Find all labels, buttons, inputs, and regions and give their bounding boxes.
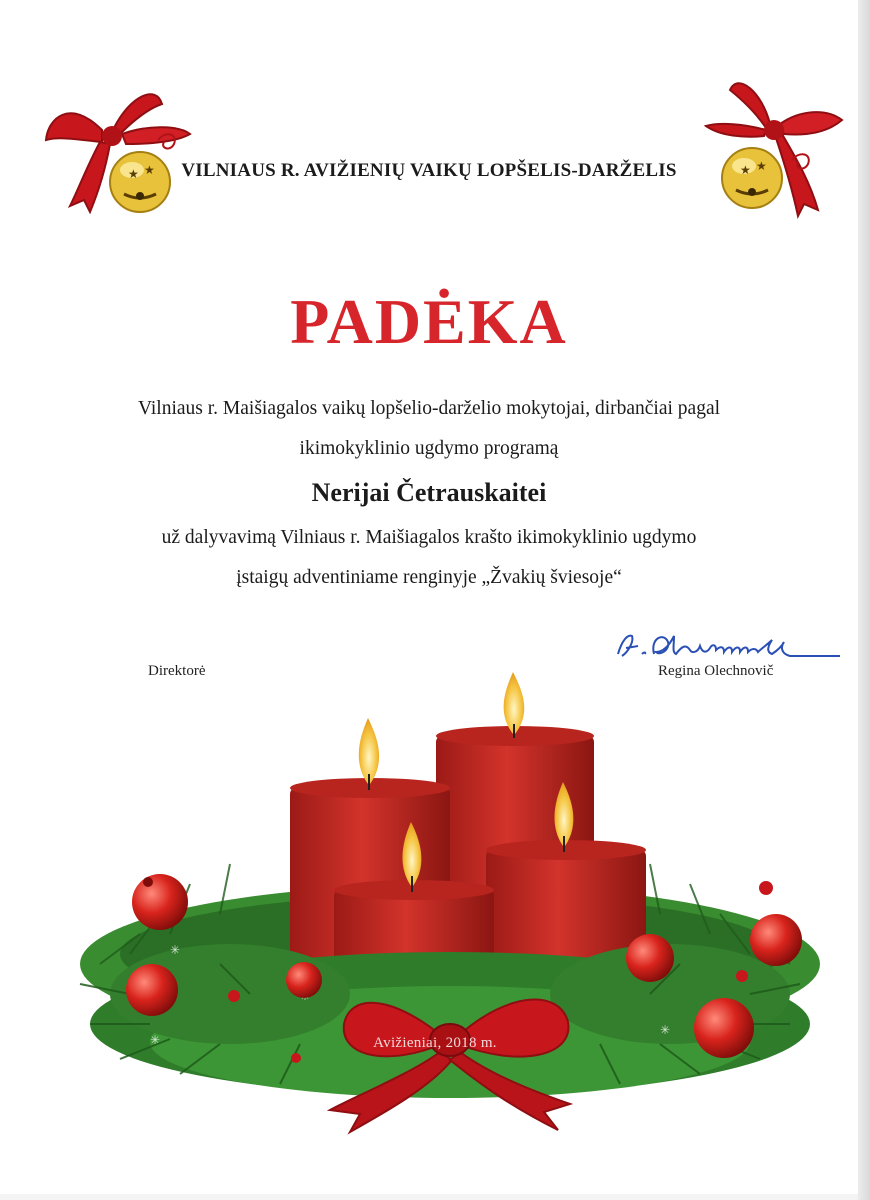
bell-bow-left-icon <box>40 78 200 228</box>
svg-text:✳: ✳ <box>720 853 731 867</box>
signatory-role: Direktorė <box>148 663 206 679</box>
place-and-date: Avižieniai, 2018 m. <box>373 1035 497 1051</box>
advent-wreath-illustration <box>60 664 840 1144</box>
reason-line-1: už dalyvavimą Vilniaus r. Maišiagalos krašto ikimokyklinio ugdymo <box>161 527 697 548</box>
svg-text:★: ★ <box>144 163 155 177</box>
handwritten-signature <box>612 626 852 666</box>
svg-text:✳: ✳ <box>170 943 181 957</box>
organization-name: VILNIAUS R. AVIŽIENIŲ VAIKŲ LOPŠELIS-DARŽELIS <box>181 160 677 181</box>
svg-text:✳: ✳ <box>260 843 271 857</box>
bell-bow-right-icon <box>700 70 860 220</box>
svg-text:★: ★ <box>756 159 767 173</box>
svg-text:★: ★ <box>128 167 139 181</box>
reason-line-2: įstaigų adventiniame renginyje „Žvakių šviesoje“ <box>236 567 622 588</box>
recipient-name: Nerijai Četrauskaitei <box>311 478 547 507</box>
recipient-description-line-1: Vilniaus r. Maišiagalos vaikų lopšelio-darželio mokytojai, dirbančiai pagal <box>137 398 721 419</box>
svg-text:★: ★ <box>740 163 751 177</box>
svg-text:✳: ✳ <box>150 1033 161 1047</box>
svg-text:✳: ✳ <box>660 1023 671 1037</box>
signatory-name: Regina Olechnovič <box>658 663 774 679</box>
certificate-title: PADĖKA <box>290 286 568 357</box>
recipient-description-line-2: ikimokyklinio ugdymo programą <box>299 438 559 459</box>
